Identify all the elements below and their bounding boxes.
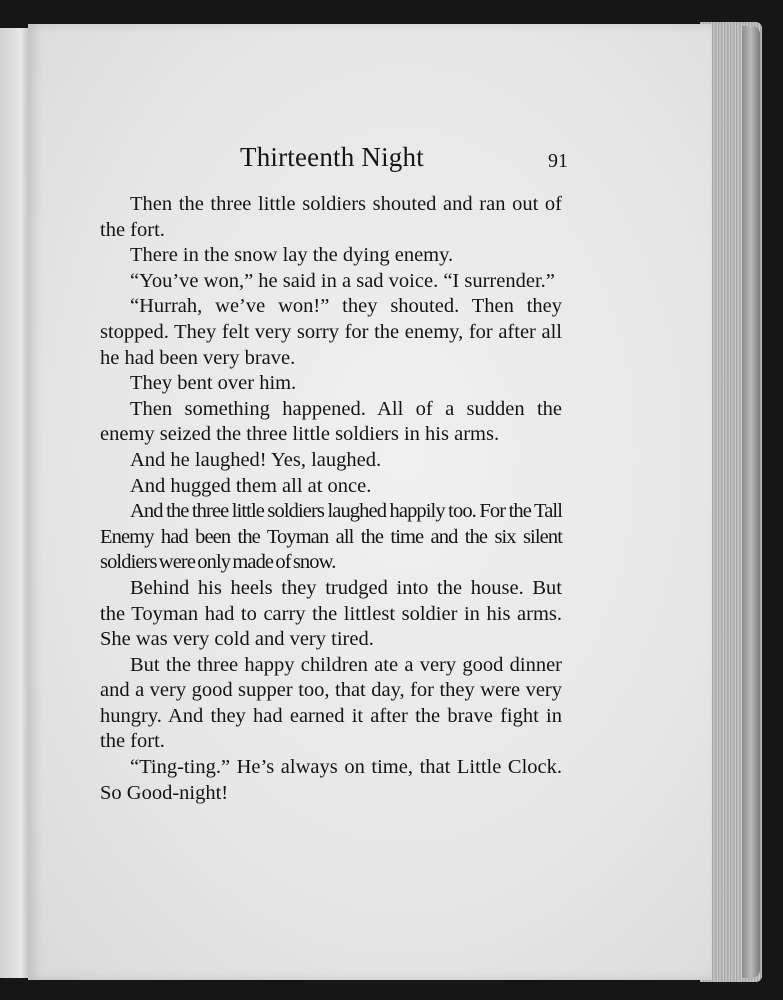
paragraph: Behind his heels they trudged into the house. But the Toyman had to carry the littlest soldier in his arms. She was very cold and very tired. [100,576,562,651]
body-text [100,192,562,806]
paragraph: But the three happy children ate a very good dinner and a very good supper too, that day, for they were very hungry. And they had earned it after the brave fight in the fort. [100,653,562,753]
paragraph: Then the three little soldiers shouted and ran out of the fort. [100,193,562,241]
book-page [28,24,712,980]
paragraph: And hugged them all at once. [130,474,372,497]
running-head: Thirteenth Night [240,142,424,172]
paragraph: Then something happened. All of a sudden the enemy seized the three little soldiers in his arms. [100,397,562,446]
page-number: 91 [548,150,568,172]
left-page-edge [0,28,30,978]
paragraph: “Ting-ting.” He’s always on time, that Little Clock. So Good-night! [100,756,562,804]
book-cover-edge [742,26,760,978]
paragraph: “You’ve won,” he said in a sad voice. “I surrender.” [130,269,555,292]
paragraph: “Hurrah, we’ve won!” they shouted. Then they stopped. They felt very sorry for the enemy, for after all he had been very brave. [100,295,562,369]
paragraph: There in the snow lay the dying enemy. [130,244,454,267]
paragraph: They bent over him. [130,372,297,395]
paragraph: And the three little soldiers laughed happily too. For the Tall Enemy had been the Toyman all the time and the six silent soldiers were only made of snow. [100,500,562,574]
paragraph: And he laughed! Yes, laughed. [130,448,382,471]
page-header [28,142,712,182]
